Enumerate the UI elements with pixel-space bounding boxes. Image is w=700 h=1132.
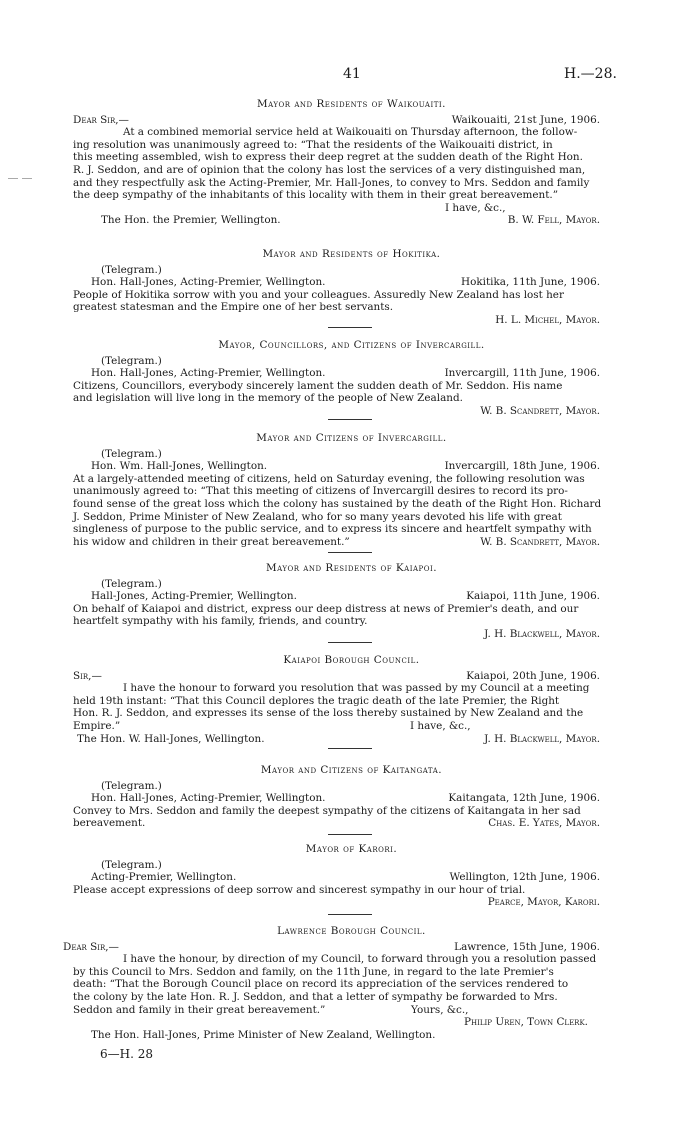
dateline: Kaiapoi, 11th June, 1906.	[466, 590, 600, 603]
dateline: Kaitangata, 12th June, 1906.	[448, 792, 600, 805]
section-hokitika	[73, 248, 630, 327]
paper-code: H.—28.	[564, 66, 617, 82]
body-line: this meeting assembled, wish to express their deep regret at the sudden death of the Right Hon.	[73, 151, 583, 164]
divider	[328, 419, 372, 420]
body-line: heartfelt sympathy with his family, friends, and country.	[73, 615, 368, 628]
closing: I have, &c.,	[445, 201, 506, 214]
closing-row	[73, 536, 630, 549]
salutation-row	[73, 670, 630, 683]
closing-row	[73, 202, 630, 215]
dateline: Waikouaiti, 21st June, 1906.	[451, 113, 600, 126]
body-line: singleness of purpose to the public service, and to express its sincere and heartfelt sympathy with	[73, 523, 592, 536]
section-title: Lawrence Borough Council.	[277, 925, 426, 937]
closing: I have, &c.,	[410, 719, 471, 732]
recipient: Hall-Jones, Acting-Premier, Wellington.	[91, 590, 297, 603]
signature: H. L. Michel, Mayor.	[495, 313, 600, 326]
divider	[328, 914, 372, 915]
signature: J. H. Blackwell, Mayor.	[484, 732, 600, 745]
body-line: unanimously agreed to: “That this meeting of citizens of Invercargill desires to record its pro-	[73, 485, 568, 498]
dateline: Invercargill, 11th June, 1906.	[444, 367, 600, 380]
telegram-label: (Telegram.)	[101, 263, 162, 276]
signature: Pearce, Mayor, Karori.	[487, 896, 600, 909]
closing-row	[73, 817, 630, 830]
signature: Philip Uren, Town Clerk.	[464, 1016, 588, 1029]
address-row	[73, 733, 630, 746]
address: The Hon. Hall-Jones, Prime Minister of New Zealand, Wellington.	[91, 1028, 436, 1041]
signature-mark: 6—H. 28	[100, 1047, 153, 1061]
section-kaiapoi	[73, 562, 630, 641]
body-line: I have the honour, by direction of my Council, to forward through you a resolution passed	[123, 953, 597, 966]
section-waikouaiti	[73, 98, 630, 227]
recipient: Hon. Hall-Jones, Acting-Premier, Wellington.	[91, 276, 326, 289]
dateline: Kaiapoi, 20th June, 1906.	[466, 669, 600, 682]
salutation: Sir,—	[73, 669, 102, 682]
body-line: and they respectfully ask the Acting-Premier, Mr. Hall-Jones, to convey to Mrs. Seddon and family	[73, 176, 590, 189]
section-lawrence-borough	[63, 925, 630, 1041]
address-row	[73, 276, 630, 289]
body-line: the deep sympathy of the inhabitants of this locality with them in their great bereavement.”	[73, 189, 559, 202]
closing: Yours, &c.,	[411, 1003, 469, 1016]
section-title: Mayor of Karori.	[305, 843, 398, 855]
divider	[328, 834, 372, 835]
section-title: Mayor and Residents of Waikouaiti.	[257, 98, 446, 110]
body-line: Citizens, Councillors, everybody sincerely lament the sudden death of Mr. Seddon. His name	[73, 379, 563, 392]
address-row	[73, 367, 630, 380]
salutation: Dear Sir,—	[63, 940, 119, 953]
salutation: Dear Sir,—	[73, 113, 129, 126]
section-kaiapoi-borough	[73, 654, 630, 745]
body-line: J. Seddon, Prime Minister of New Zealand, who for so many years devoted his life with great	[73, 510, 562, 523]
recipient: Hon. Wm. Hall-Jones, Wellington.	[91, 460, 268, 473]
body-line: ing resolution was unanimously agreed to: “That the residents of the Waikouaiti district, in	[73, 138, 553, 151]
telegram-label: (Telegram.)	[101, 577, 162, 590]
dateline: Wellington, 12th June, 1906.	[449, 871, 600, 884]
signature: B. W. Fell, Mayor.	[507, 214, 600, 227]
address-row	[73, 792, 630, 805]
section-title: Mayor and Citizens of Kaitangata.	[260, 764, 443, 776]
telegram-label: (Telegram.)	[101, 858, 162, 871]
salutation-row	[73, 114, 630, 127]
body-line: Hon. R. J. Seddon, and expresses its sense of the loss thereby sustained by New Zealand and the	[73, 707, 584, 720]
closing-row	[73, 720, 630, 733]
salutation-row	[63, 940, 630, 954]
margin-mark	[8, 178, 18, 179]
dateline: Invercargill, 18th June, 1906.	[444, 460, 600, 473]
body-line: At a largely-attended meeting of citizens, held on Saturday evening, the following resolution was	[73, 472, 585, 485]
body-line: greatest statesman and the Empire one of her best servants.	[73, 301, 394, 314]
section-karori	[73, 843, 630, 909]
body-line: Please accept expressions of deep sorrow and sincerest sympathy in our hour of trial.	[73, 883, 526, 896]
section-title: Kaiapoi Borough Council.	[283, 654, 420, 666]
closing-row	[73, 1004, 630, 1017]
body-line: At a combined memorial service held at Waikouaiti on Thursday afternoon, the follow-	[123, 126, 578, 139]
divider	[328, 327, 372, 328]
recipient: Hon. Hall-Jones, Acting-Premier, Wellington.	[91, 792, 326, 805]
address: The Hon. W. Hall-Jones, Wellington.	[77, 732, 265, 745]
section-kaitangata	[73, 764, 630, 830]
page-header	[0, 66, 700, 84]
body-line: and legislation will live long in the memory of the people of New Zealand.	[73, 392, 463, 405]
body-line: On behalf of Kaiapoi and district, express our deep distress at news of Premier's death, and our	[73, 602, 579, 615]
body-line: People of Hokitika sorrow with you and your colleagues. Assuredly New Zealand has lost her	[73, 288, 564, 301]
body-line: R. J. Seddon, and are of opinion that the colony has lost the services of a very distinguished man,	[73, 163, 586, 176]
section-title: Mayor and Citizens of Invercargill.	[256, 432, 447, 444]
divider	[328, 748, 372, 749]
signature: Chas. E. Yates, Mayor.	[488, 817, 600, 830]
body-line: the colony by the late Hon. R. J. Seddon, and that a letter of sympathy be forwarded to Mrs.	[73, 990, 558, 1003]
body-line: held 19th instant: “That this Council deplores the tragic death of the late Premier, the Right	[73, 694, 560, 707]
section-title: Mayor and Residents of Hokitika.	[262, 248, 441, 260]
body-line: his widow and children in their great bereavement.”	[73, 535, 350, 548]
address-row	[73, 871, 630, 884]
signature: W. B. Scandrett, Mayor.	[480, 535, 600, 548]
section-title: Mayor, Councillors, and Citizens of Invercargill.	[218, 339, 485, 351]
body-line: found sense of the great loss which the colony has sustained by the death of the Right Hon. Richard	[73, 497, 602, 510]
body-line: I have the honour to forward you resolution that was passed by my Council at a meeting	[123, 682, 590, 695]
dateline: Lawrence, 15th June, 1906.	[454, 940, 600, 953]
body-line: bereavement.	[73, 817, 146, 830]
signature: W. B. Scandrett, Mayor.	[480, 404, 600, 417]
address-row	[73, 214, 630, 227]
recipient: Acting-Premier, Wellington.	[91, 871, 237, 884]
section-invercargill-citizens	[73, 432, 630, 548]
page-number: 41	[343, 66, 361, 82]
telegram-label: (Telegram.)	[101, 779, 162, 792]
section-title: Mayor and Residents of Kaiapoi.	[265, 562, 438, 574]
margin-mark	[22, 178, 32, 179]
divider	[328, 552, 372, 553]
signature: J. H. Blackwell, Mayor.	[484, 627, 600, 640]
address-row	[73, 590, 630, 603]
section-invercargill-councillors	[73, 339, 630, 418]
body-line: Convey to Mrs. Seddon and family the deepest sympathy of the citizens of Kaitangata in her sad	[73, 804, 581, 817]
body-line: by this Council to Mrs. Seddon and family, on the 11th June, in regard to the late Premier's	[73, 965, 554, 978]
body-line: death: “That the Borough Council place on record its appreciation of the services rendered to	[73, 978, 569, 991]
address-row	[73, 460, 630, 473]
recipient: Hon. Hall-Jones, Acting-Premier, Wellington.	[91, 367, 326, 380]
dateline: Hokitika, 11th June, 1906.	[461, 276, 600, 289]
divider	[328, 642, 372, 643]
telegram-label: (Telegram.)	[101, 354, 162, 367]
telegram-label: (Telegram.)	[101, 447, 162, 460]
address: The Hon. the Premier, Wellington.	[101, 214, 281, 227]
body-line: Empire.”	[73, 719, 121, 732]
body-line: Seddon and family in their great bereavement.”	[73, 1003, 326, 1016]
